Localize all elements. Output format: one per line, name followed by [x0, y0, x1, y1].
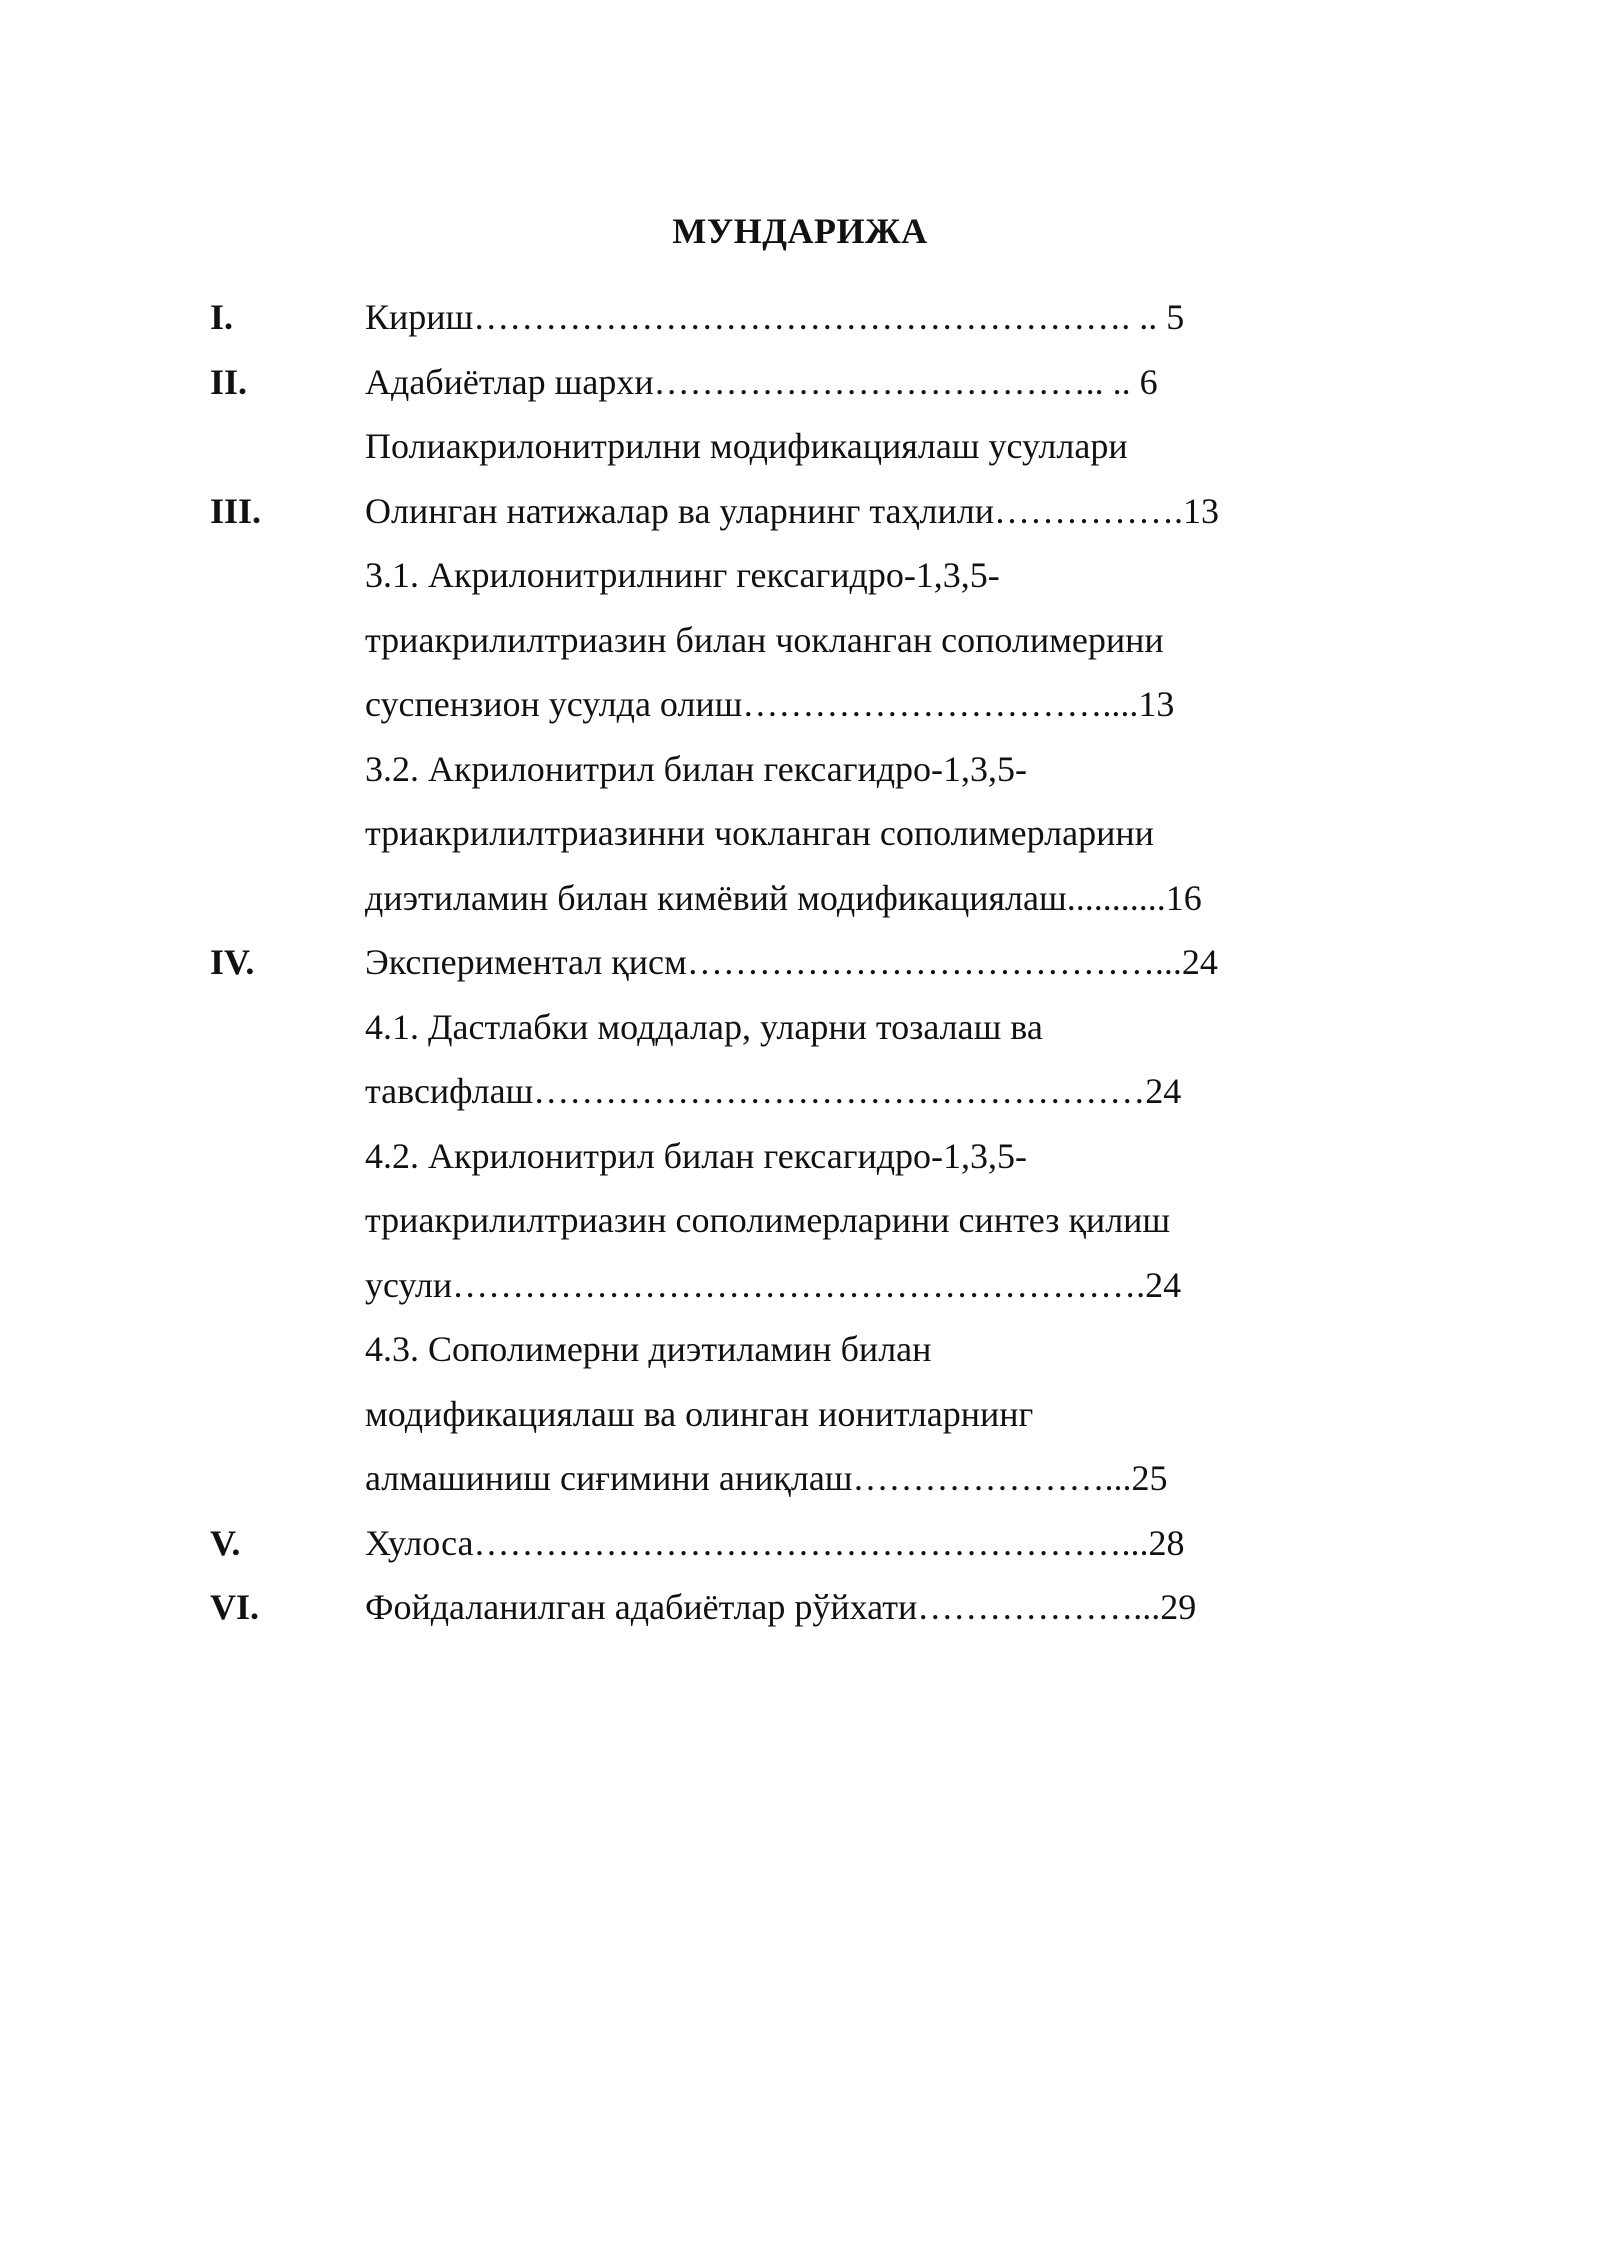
toc-section-number: I. — [210, 297, 234, 337]
toc-entry-text: суспензион усулда олиш…………………………....13 — [365, 684, 1175, 724]
toc-entry — [210, 1253, 1270, 1318]
toc-entry-text: 3.2. Акрилонитрил билан гексагидро-1,3,5- — [365, 748, 1028, 789]
toc-entry — [210, 930, 1270, 995]
toc-entry — [210, 479, 1270, 544]
toc-entry-text: усули………………………………………………….24 — [365, 1264, 1182, 1305]
toc-entry-text: Экспериментал қисм…………………………………...24 — [365, 942, 1218, 982]
toc-entry-text: алмашиниш сиғимини аниқлаш…………………...25 — [365, 1458, 1168, 1498]
toc-entry — [210, 672, 1270, 737]
toc-entry — [210, 1317, 1270, 1382]
toc-entry-text: 3.1. Акрилонитрилнинг гексагидро-1,3,5- — [365, 555, 1000, 595]
toc-section-number: IV. — [210, 942, 255, 982]
toc-entry-text: триакрилилтриазин сополимерларини синтез қилиш — [365, 1200, 1171, 1240]
toc-entry — [210, 414, 1270, 479]
toc-entry — [210, 1446, 1270, 1511]
toc-entry-text: триакрилилтриазин билан чокланган сополимерини — [365, 619, 1164, 660]
toc-entry-text: Фойдаланилган адабиётлар рўйхати………………...29 — [365, 1587, 1197, 1627]
toc-entry — [210, 995, 1270, 1060]
toc-entry — [210, 866, 1270, 931]
toc-entry — [210, 608, 1270, 673]
toc-entry-text: Полиакрилонитрилни модификациялаш усуллари — [365, 426, 1128, 466]
toc-entry-text: 4.1. Дастлабки моддалар, уларни тозалаш ва — [365, 1006, 1043, 1047]
toc-entry-text: 4.3. Сополимерни диэтиламин билан — [365, 1329, 932, 1369]
toc-entry-text: диэтиламин билан кимёвий модификациялаш...........16 — [365, 877, 1202, 918]
toc-entry — [210, 1511, 1270, 1576]
toc-entry-text: Адабиётлар шархи……………………………….. .. 6 — [365, 361, 1158, 402]
toc-entry-text: Кириш………………………………………………. .. 5 — [365, 297, 1185, 337]
toc-entry-text: 4.2. Акрилонитрил билан гексагидро-1,3,5- — [365, 1135, 1028, 1176]
toc-entry — [210, 1059, 1270, 1124]
toc-entry — [210, 1382, 1270, 1447]
toc-entry-text: Хулоса………………………………………………...28 — [365, 1522, 1185, 1563]
toc-entry-text: модификациялаш ва олинган ионитларнинг — [365, 1393, 1034, 1434]
page-title: МУНДАРИЖА — [672, 211, 928, 251]
toc-section-number: III. — [210, 490, 262, 531]
toc-entry — [210, 1124, 1270, 1189]
toc-section-number: II. — [210, 361, 248, 402]
toc-entry — [210, 1188, 1270, 1253]
toc-entry — [210, 1575, 1270, 1640]
toc-section-number: V. — [210, 1522, 241, 1563]
toc-entry — [210, 737, 1270, 802]
toc-entry-text: триакрилилтриазинни чокланган сополимерларини — [365, 813, 1154, 853]
toc-entry — [210, 801, 1270, 866]
table-of-contents — [210, 285, 1270, 1640]
toc-entry — [210, 285, 1270, 350]
toc-entry-text: Олинган натижалар ва уларнинг таҳлили…………….13 — [365, 490, 1219, 531]
toc-section-number: VI. — [210, 1587, 260, 1627]
toc-entry-text: тавсифлаш……………………………………………24 — [365, 1071, 1182, 1111]
toc-entry — [210, 350, 1270, 415]
toc-entry — [210, 543, 1270, 608]
